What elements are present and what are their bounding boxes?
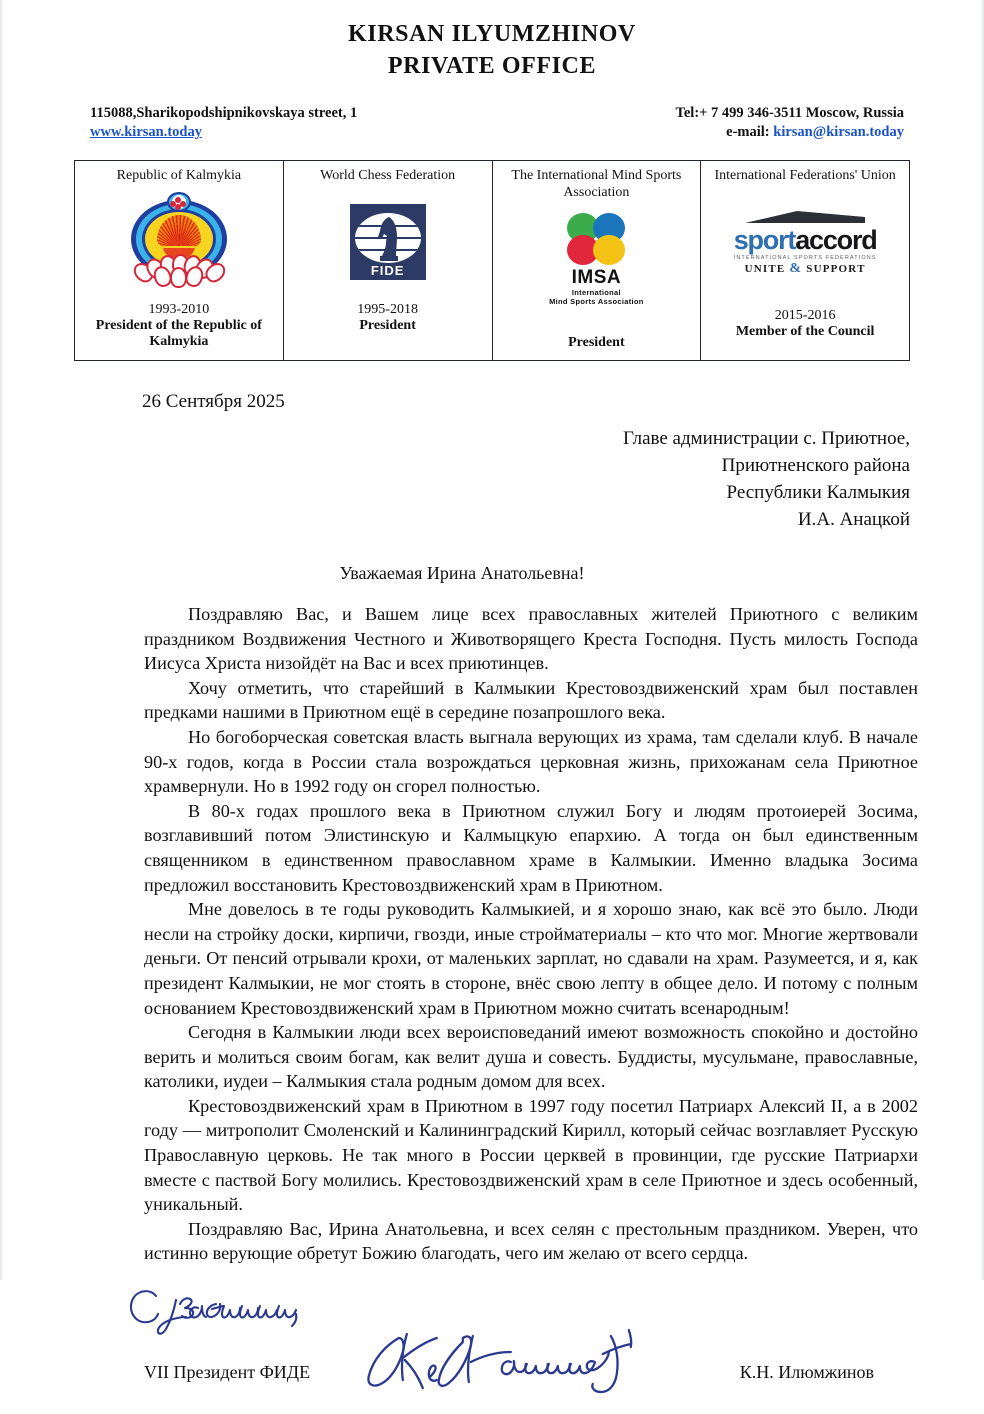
credentials-table bbox=[74, 160, 910, 361]
addressee-line: И.А. Анацкой bbox=[797, 509, 910, 530]
imsa-logo-sub2: Mind Sports Association bbox=[549, 296, 644, 306]
office-name-line2: PRIVATE OFFICE bbox=[387, 53, 597, 79]
office-name-line1: KIRSAN ILYUMZHINOV bbox=[348, 21, 636, 47]
kalmykia-emblem-icon bbox=[79, 188, 279, 296]
credential-years: 1995-2018 bbox=[357, 302, 418, 317]
credential-title: Republic of Kalmykia bbox=[116, 168, 242, 183]
table-row bbox=[75, 161, 910, 361]
chess-knight-icon bbox=[376, 215, 402, 265]
phone-number: Tel:+ 7 499 346-3511 Moscow, Russia bbox=[675, 105, 904, 121]
credential-role: President bbox=[359, 318, 416, 333]
contact-right bbox=[676, 104, 904, 142]
letter-body bbox=[144, 602, 918, 1266]
letterhead bbox=[2, 0, 982, 82]
contact-row bbox=[2, 82, 982, 142]
sportaccord-unite: UNITE bbox=[744, 263, 786, 275]
email-link[interactable]: kirsan@kirsan.today bbox=[773, 124, 904, 140]
addressee-block bbox=[2, 425, 910, 533]
email-label: e-mail: bbox=[726, 124, 770, 140]
signatory-name: К.Н. Илюмжинов bbox=[739, 1361, 874, 1382]
body-paragraph: Сегодня в Калмыкии люди всех вероисповеданий имеют возможность спокойно и достойно верить и молиться своим богам, как велит душа и совесть. Буддисты, мусульмане, православные, католики, иудеи – Калмыкия стала родным домом для всех. bbox=[144, 1022, 918, 1092]
credential-cell-sportaccord bbox=[701, 161, 910, 361]
imsa-logo-icon bbox=[497, 205, 697, 313]
roof-arch-icon bbox=[745, 210, 865, 223]
sportaccord-support: SUPPORT bbox=[806, 263, 866, 275]
signature-scrawl bbox=[310, 1328, 740, 1398]
body-paragraph: Поздравляю Вас, и Вашем лице всех православных жителей Приютного с великим праздником Воздвижения Честного и Животворящего Креста Господня. Пусть милость Господа Иисуса Христа низойдёт на Вас и всех приютинцев. bbox=[144, 604, 918, 674]
sportaccord-tagline: INTERNATIONAL SPORTS FEDERATIONS bbox=[733, 255, 877, 261]
signature-block bbox=[2, 1284, 982, 1414]
contact-left bbox=[90, 104, 357, 142]
body-paragraph: Но богоборческая советская власть выгнала верующих из храма, там сделали клуб. В начале 90-х годов, когда в России стала возрождаться церковная жизнь, прихожанам села Приютное храмвернули. Но в 1992 году он сгорел полностью. bbox=[144, 726, 918, 797]
credential-title: International Federations' Union bbox=[714, 168, 896, 183]
credential-cell-fide bbox=[283, 161, 492, 361]
imsa-logo-name: IMSA bbox=[571, 266, 622, 288]
credential-title: World Chess Federation bbox=[320, 168, 456, 183]
salutation: Уважаемая Ирина Анатольевна! bbox=[339, 563, 585, 583]
ampersand-icon: & bbox=[789, 261, 803, 276]
postal-address: 115088,Sharikopodshipnikovskaya street, 1 bbox=[90, 105, 358, 121]
credential-title: The International Mind Sports Association bbox=[511, 168, 682, 200]
addressee-line: Республики Калмыкия bbox=[726, 482, 910, 503]
fide-logo-text: FIDE bbox=[370, 263, 405, 278]
sportaccord-word1: sport bbox=[733, 225, 796, 255]
email-row bbox=[676, 123, 904, 142]
credential-role: Member of the Council bbox=[735, 324, 875, 339]
addressee-line: Приютненского района bbox=[721, 455, 910, 476]
imsa-logo-sub1: International bbox=[571, 287, 621, 297]
sportaccord-word2: accord bbox=[795, 225, 877, 255]
addressee-line: Главе администрации с. Приютное, bbox=[623, 428, 910, 449]
letter-date: 26 Сентября 2025 bbox=[142, 391, 285, 412]
body-paragraph: Поздравляю Вас, Ирина Анатольевна, и всех селян с престольным праздником. Уверен, что истинно верующие обретут Божию благодать, чего им желаю от всего сердца. bbox=[144, 1218, 918, 1264]
handwritten-signature bbox=[310, 1328, 740, 1398]
credential-role: President of the Republic of Kalmykia bbox=[95, 318, 262, 349]
credential-cell-imsa bbox=[492, 161, 701, 361]
signatory-title: VII Президент ФИДЕ bbox=[144, 1361, 311, 1382]
body-paragraph: В 80-х годах прошлого века в Приютном служил Богу и людям протоиерей Зосима, возглавивший потом Элистинскую и Калмыцкую епархию. А тогда он был единственным священником в единственном православном храме в Калмыкии. Именно владыка Зосима предложил восстановить Крестовоздвиженский храм в Приютном. bbox=[144, 800, 918, 895]
body-paragraph: Мне довелось в те годы руководить Калмыкией, и я хорошо знаю, как всё это было. Люди несли на стройку доски, кирпичи, гвозди, иные стройматериалы – кто что мог. Многие жертвовали деньги. От пенсий отрывали крохи, от маленьких зарплат, но сдавали на храм. Разумеется, и я, как президент Калмыкии, не мог стоять в стороне, внёс свою лепту в общее дело. И потому с полным основанием Крестовоздвиженский храм в Приютном можно считать всенародным! bbox=[144, 899, 918, 1018]
body-paragraph: Хочу отметить, что старейший в Калмыкии Крестовоздвиженский храм был поставлен предками нашими в Приютном ещё в середине позапрошлого века. bbox=[144, 677, 918, 723]
credential-cell-kalmykia bbox=[75, 161, 284, 361]
signature-row bbox=[2, 1346, 982, 1398]
credential-role: President bbox=[568, 335, 625, 350]
sportaccord-logo-icon bbox=[705, 188, 905, 296]
credential-years: 2015-2016 bbox=[774, 308, 836, 323]
website-link[interactable]: www.kirsan.today bbox=[90, 124, 202, 140]
body-paragraph: Крестовоздвиженский храм в Приютном в 1997 году посетил Патриарх Алексий II, а в 2002 году — митрополит Смоленский и Калининградский Кирилл, который сейчас возглавляет Русскую Православную церковь. Не так много в России церквей в провинции, где русские Патриархи вместе с паствой Богу молились. Крестовоздвиженский храм в селе Приютное и здесь особенный, уникальный. bbox=[144, 1095, 918, 1215]
fide-logo-icon bbox=[288, 188, 488, 296]
credential-years: 1993-2010 bbox=[148, 302, 210, 317]
